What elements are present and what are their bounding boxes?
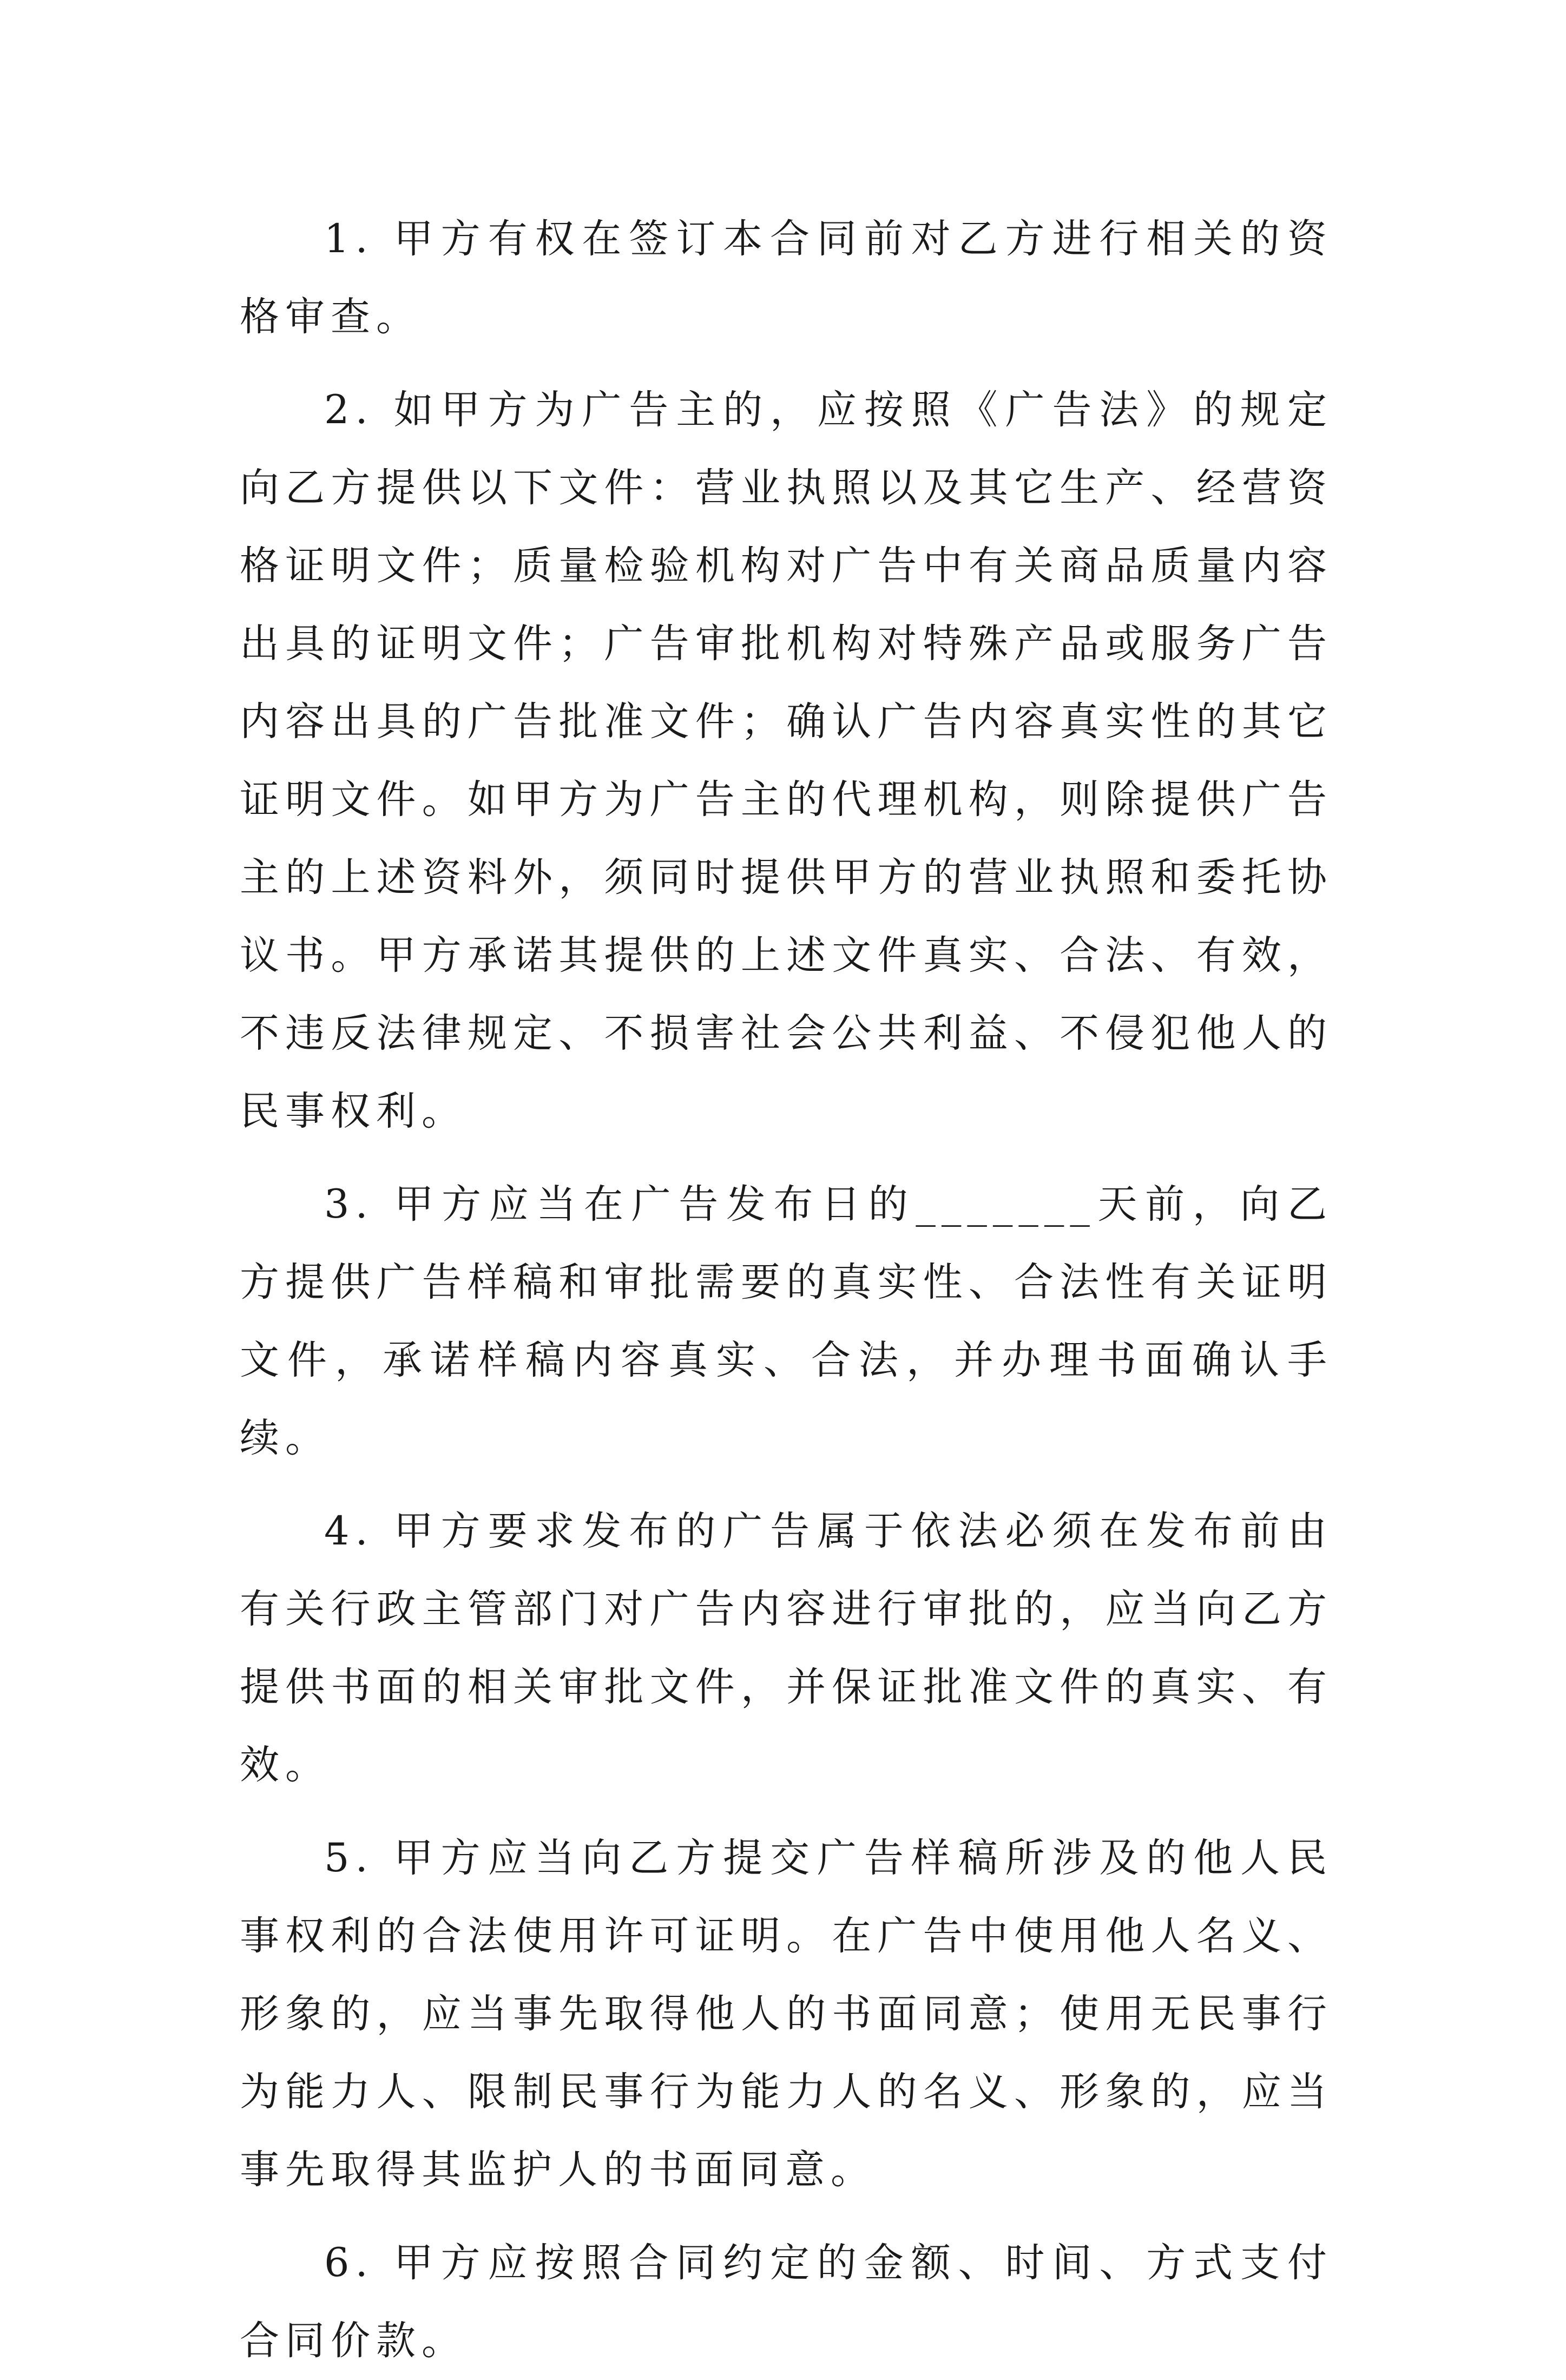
- clause-2: 2. 如甲方为广告主的，应按照《广告法》的规定向乙方提供以下文件：营业执照以及其它生产、经营资格证明文件；质量检验机构对广告中有关商品质量内容出具的证明文件；广告审批机构对特殊产品或服务广告内容出具的广告批准文件；确认广告内容真实性的其它证明文件。如甲方为广告主的代理机构，则除提供广告主的上述资料外，须同时提供甲方的营业执照和委托协议书。甲方承诺其提供的上述文件真实、合法、有效，不违反法律规定、不损害社会公共利益、不侵犯他人的民事权利。: [240, 387, 1333, 1134]
- document-body: [240, 200, 1333, 2380]
- clause-6: 6. 甲方应按照合同约定的金额、时间、方式支付合同价款。: [240, 2240, 1333, 2364]
- clause-3: 3. 甲方应当在广告发布日的_______天前，向乙方提供广告样稿和审批需要的真实性、合法性有关证明文件，承诺样稿内容真实、合法，并办理书面确认手续。: [240, 1181, 1333, 1461]
- clause-5: 5. 甲方应当向乙方提交广告样稿所涉及的他人民事权利的合法使用许可证明。在广告中使用他人名义、形象的，应当事先取得他人的书面同意；使用无民事行为能力人、限制民事行为能力人的名义、形象的，应当事先取得其监护人的书面同意。: [240, 1835, 1333, 2193]
- clause-1: 1. 甲方有权在签订本合同前对乙方进行相关的资格审查。: [240, 216, 1333, 340]
- clause-4: 4. 甲方要求发布的广告属于依法必须在发布前由有关行政主管部门对广告内容进行审批的，应当向乙方提供书面的相关审批文件，并保证批准文件的真实、有效。: [240, 1508, 1333, 1788]
